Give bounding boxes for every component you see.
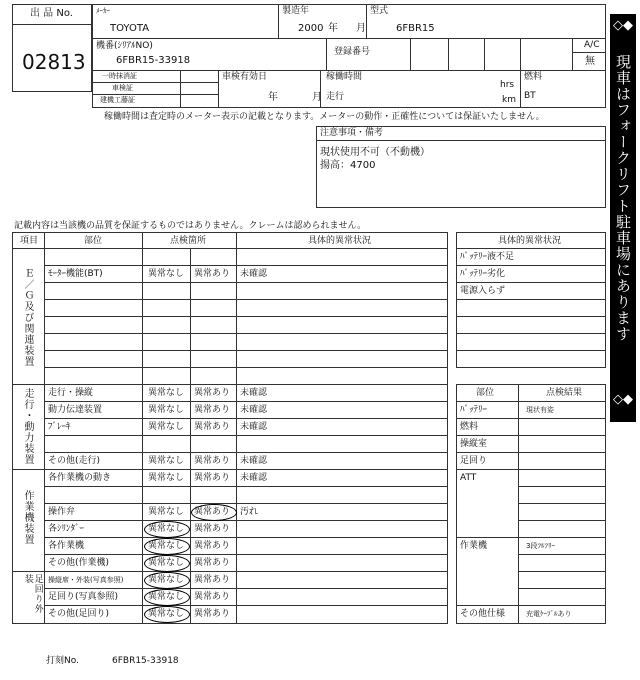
- selected-mark: [144, 572, 190, 589]
- result-part: ATT: [460, 473, 477, 483]
- group-engine: Ｅ／Ｇ及び関連装置: [22, 268, 33, 367]
- inspection-label: 車検有効日: [222, 72, 268, 82]
- serial-label: 機番(ｼﾘｱﾙNO): [96, 41, 153, 51]
- abnormal-label: 異常あり: [194, 269, 231, 279]
- group-drive: 走行・動力装置: [22, 388, 33, 465]
- row-part: 足回り(写真参照): [48, 592, 119, 602]
- temp-cert-label: 一時抹消証: [102, 72, 137, 80]
- result-col-result: 点検結果: [546, 388, 583, 398]
- normal-label: 異常なし: [148, 422, 185, 432]
- status-item: ﾊﾞｯﾃﾘｰ液不足: [460, 252, 515, 262]
- abnormal-label: 異常あり: [194, 388, 231, 398]
- km-unit: km: [502, 95, 516, 105]
- abnormal-label: 異常あり: [194, 575, 231, 585]
- row-part: 走行・操縦: [48, 388, 94, 398]
- caution-label: 注意事項・備考: [320, 128, 384, 138]
- abnormal-label: 異常あり: [194, 473, 231, 483]
- abnormal-label: 異常あり: [194, 422, 231, 432]
- abnormal-label-selected: 異常あり: [194, 507, 231, 517]
- shipment-label: 出 品 No.: [30, 8, 73, 19]
- normal-label-selected: 異常なし: [148, 558, 185, 568]
- diamond-bottom: ◇◆: [613, 392, 633, 407]
- hours-disclaimer: 稼働時間は査定時のメーター表示の記載となります。メーターの動作・正確性については保証いたしません。: [104, 112, 545, 122]
- abnormal-label: 異常あり: [194, 456, 231, 466]
- row-part: 各ｼﾘﾝﾀﾞｰ: [48, 524, 85, 534]
- result-part: 作業機: [460, 541, 488, 551]
- caution-line-1: 現状使用不可（不動機）: [320, 147, 430, 158]
- year-label: 製造年: [282, 6, 310, 16]
- abnormal-label: 異常あり: [194, 541, 231, 551]
- inspection-year-unit: 年: [268, 92, 278, 103]
- serial-value: 6FBR15-33918: [116, 55, 191, 66]
- row-part: 各作業機の動き: [48, 473, 112, 483]
- normal-label: 異常なし: [148, 269, 185, 279]
- quality-disclaimer: 記載内容は当該機の品質を保証するものではありません。クレームは認められません。: [14, 221, 367, 231]
- result-value: 3段ﾌﾙﾌﾘｰ: [526, 542, 555, 550]
- result-part: 操縦室: [460, 439, 488, 449]
- abnormal-label: 異常あり: [194, 558, 231, 568]
- result-part: 足回り: [460, 456, 488, 466]
- row-detail: 未確認: [240, 456, 268, 466]
- normal-label-selected: 異常なし: [148, 575, 185, 585]
- row-detail: 未確認: [240, 473, 268, 483]
- row-detail: 未確認: [240, 405, 268, 415]
- row-part: 操作弁: [48, 507, 76, 517]
- month-unit: 月: [356, 23, 366, 34]
- maker-label: ﾒｰｶｰ: [96, 7, 110, 15]
- inspection-month-unit: 月: [312, 92, 322, 103]
- ac-label: A/C: [584, 40, 600, 50]
- result-value: 充電ｹｰﾌﾞﾙあり: [526, 610, 572, 618]
- normal-label-selected: 異常なし: [148, 592, 185, 602]
- fuel-value: BT: [524, 91, 536, 101]
- normal-label-selected: 異常なし: [148, 524, 185, 534]
- status-item: 電源入らず: [460, 286, 506, 296]
- abnormal-label: 異常あり: [194, 592, 231, 602]
- year-unit: 年: [328, 23, 338, 34]
- selected-mark: [144, 555, 190, 572]
- row-part: 各作業機: [48, 541, 85, 551]
- model-label: 型式: [370, 6, 389, 16]
- normal-label: 異常なし: [148, 473, 185, 483]
- status-item: ﾊﾞｯﾃﾘｰ劣化: [460, 269, 506, 279]
- running-label: 走行: [326, 92, 345, 102]
- col-detail: 具体的異常状況: [308, 236, 372, 246]
- abnormal-label: 異常あり: [194, 609, 231, 619]
- result-value: 現状有姿: [526, 406, 554, 414]
- normal-label: 異常なし: [148, 388, 185, 398]
- result-part: 燃料: [460, 422, 479, 432]
- model-value: 6FBR15: [396, 23, 435, 34]
- row-detail: 汚れ: [240, 507, 259, 517]
- shipment-number: 02813: [22, 50, 86, 74]
- normal-label: 異常なし: [148, 405, 185, 415]
- selected-mark: [144, 606, 190, 623]
- normal-label-selected: 異常なし: [148, 609, 185, 619]
- stamp-value: 6FBR15-33918: [112, 656, 179, 666]
- selected-mark: [191, 504, 237, 521]
- registration-label: 登録番号: [334, 47, 371, 57]
- selected-mark: [144, 589, 190, 606]
- special-cert-label: 建機工藤証: [100, 96, 135, 104]
- maker-value: TOYOTA: [110, 23, 150, 34]
- row-part: その他(走行): [48, 456, 101, 466]
- hrs-unit: hrs: [500, 80, 515, 90]
- result-col-part: 部位: [476, 388, 495, 398]
- stamp-label: 打刻No.: [46, 656, 79, 666]
- normal-label: 異常なし: [148, 507, 185, 517]
- row-part: ﾓｰﾀｰ機能(BT): [48, 269, 103, 279]
- hours-label: 稼働時間: [326, 72, 363, 82]
- car-cert-label: 車検証: [112, 84, 133, 92]
- location-sidebar: [610, 14, 636, 422]
- diamond-top: ◇◆: [613, 18, 633, 33]
- result-part: ﾊﾞｯﾃﾘｰ: [460, 405, 488, 415]
- col-category: 項目: [20, 236, 39, 246]
- col-part: 部位: [84, 236, 103, 246]
- normal-label: 異常なし: [148, 456, 185, 466]
- status-header: 具体的異常状況: [498, 236, 562, 246]
- row-part: 操縦席・外装(写真参照): [48, 576, 124, 584]
- row-detail: 未確認: [240, 422, 268, 432]
- col-check: 点検箇所: [170, 236, 207, 246]
- row-part: ﾌﾞﾚｰｷ: [48, 422, 71, 432]
- location-note: 現車はフォークリフト駐車場にあります: [614, 54, 632, 342]
- result-part: その他仕様: [460, 609, 506, 619]
- row-detail: 未確認: [240, 269, 268, 279]
- abnormal-label: 異常あり: [194, 405, 231, 415]
- ac-value: 無: [585, 56, 595, 67]
- caution-line-2: 揚高：4700: [320, 160, 376, 171]
- normal-label-selected: 異常なし: [148, 541, 185, 551]
- selected-mark: [144, 538, 190, 555]
- group-work: 作業機装置: [22, 490, 33, 545]
- abnormal-label: 異常あり: [194, 524, 231, 534]
- group-chassis: 足回り外装: [22, 574, 43, 614]
- selected-mark: [144, 521, 190, 538]
- row-part: 動力伝達装置: [48, 405, 103, 415]
- row-part: その他(足回り): [48, 609, 110, 619]
- row-detail: 未確認: [240, 388, 268, 398]
- fuel-label: 燃料: [524, 72, 543, 82]
- year-value: 2000: [298, 23, 324, 34]
- row-part: その他(作業機): [48, 558, 110, 568]
